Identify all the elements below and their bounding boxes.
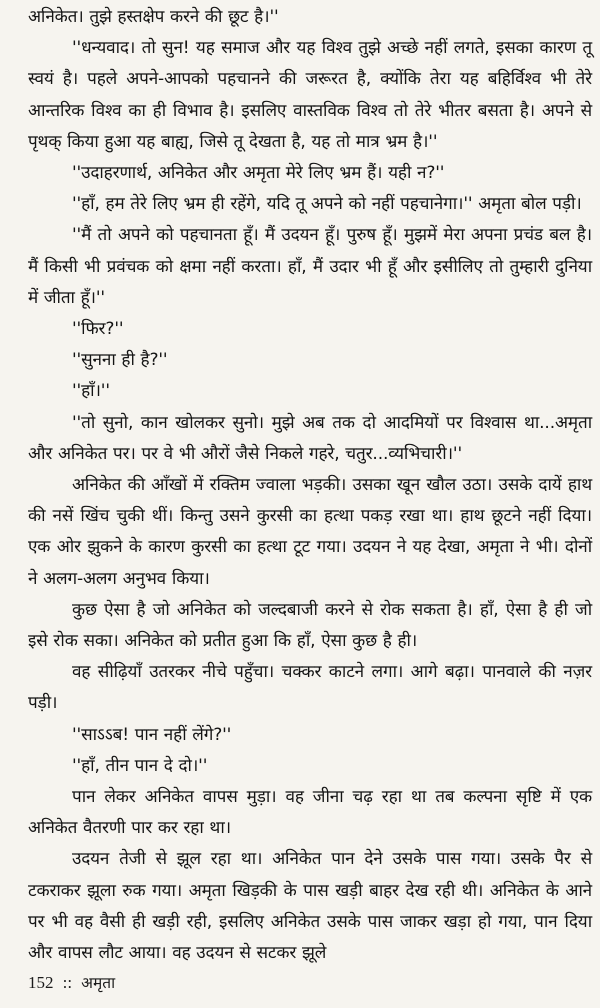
paragraph: ''उदाहरणार्थ, अनिकेत और अमृता मेरे लिए भ्रम हैं। यही न?''	[72, 163, 445, 184]
paragraph: ''सुनना ही है?''	[72, 350, 168, 371]
paragraph: अनिकेत। तुझे हस्तक्षेप करने की छूट है।''	[28, 7, 279, 27]
paragraph: ''हाँ।''	[72, 381, 110, 402]
paragraph: उदयन तेजी से झूल रहा था। अनिकेत पान देने उसके पास गया। उसके पैर से टकराकर झूला रुक गया। अमृता खिड़की के पास खड़ी बाहर देख रही थी। अनिकेत के आने पर भी वह वैसी ही खड़ी रही, इसलिए अनिकेत उसके पास जाकर खड़ा हो गया, पान दिया और वापस लौट आया। वह उदयन से सटकर झूले	[28, 849, 592, 964]
paragraph: ''धन्यवाद। तो सुन! यह समाज और यह विश्व तुझे अच्छे नहीं लगते, इसका कारण तू स्वयं है। पहले अपने-आपको पहचानने की जरूरत है, क्योंकि तेरा यह बहिर्विश्व भी तेरे आन्तरिक विश्व का ही विभाव है। इसलिए वास्तविक विश्व तो तेरे भीतर बसता है। अपने से पृथक् किया हुआ यह बाह्य, जिसे तू देखता है, यह तो मात्र भ्रम है।''	[28, 38, 592, 152]
paragraph: ''तो सुनो, कान खोलकर सुनो। मुझे अब तक दो आदमियों पर विश्वास था...अमृता और अनिकेत पर। पर वे भी औरों जैसे निकले गहरे, चतुर...व्यभिचारी।''	[28, 412, 592, 464]
paragraph: ''हाँ, तीन पान दे दो।''	[72, 755, 208, 776]
paragraph: वह सीढ़ियाँ उतरकर नीचे पहुँचा। चक्कर काटने लगा। आगे बढ़ा। पानवाले की नज़र पड़ी।	[28, 662, 592, 714]
paragraph: कुछ ऐसा है जो अनिकेत को जल्दबाजी करने से रोक सकता है। हाँ, ऐसा है ही जो इसे रोक सका। अनिकेत को प्रतीत हुआ कि हाँ, ऐसा कुछ है ही।	[28, 599, 592, 652]
paragraph: ''फिर?''	[72, 319, 124, 340]
book-title: अमृता	[81, 974, 116, 992]
paragraph: ''मैं तो अपने को पहचानता हूँ। मैं उदयन हूँ। पुरुष हूँ। मुझमें मेरा अपना प्रचंड बल है। मैं किसी भी प्रवंचक को क्षमा नहीं करता। हाँ, मैं उदार भी हूँ और इसीलिए तो तुम्हारी दुनिया में जीता हूँ।''	[28, 225, 592, 308]
paragraph: ''हाँ, हम तेरे लिए भ्रम ही रहेंगे, यदि तू अपने को नहीं पहचानेगा।'' अमृता बोल पड़ी।	[72, 194, 582, 215]
page-number: 152	[28, 973, 54, 992]
page-footer	[28, 972, 115, 994]
footer-separator: ::	[62, 973, 73, 992]
paragraph: पान लेकर अनिकेत वापस मुड़ा। वह जीना चढ़ रहा था तब कल्पना सृष्टि में एक अनिकेत वैतरणी पार कर रहा था।	[28, 787, 592, 839]
page-body-text	[28, 2, 592, 969]
paragraph: ''साऽऽब! पान नहीं लेंगे?''	[72, 724, 232, 745]
paragraph: अनिकेत की आँखों में रक्तिम ज्वाला भड़की। उसका खून खौल उठा। उसके दायें हाथ की नसें खिंच चुकी थीं। किन्तु उसने कुरसी का हत्था पकड़ रखा था। हाथ छूटने नहीं दिया। एक ओर झुकने के कारण कुरसी का हत्था टूट गया। उदयन ने यह देखा, अमृता ने भी। दोनों ने अलग-अलग अनुभव किया।	[28, 475, 592, 589]
